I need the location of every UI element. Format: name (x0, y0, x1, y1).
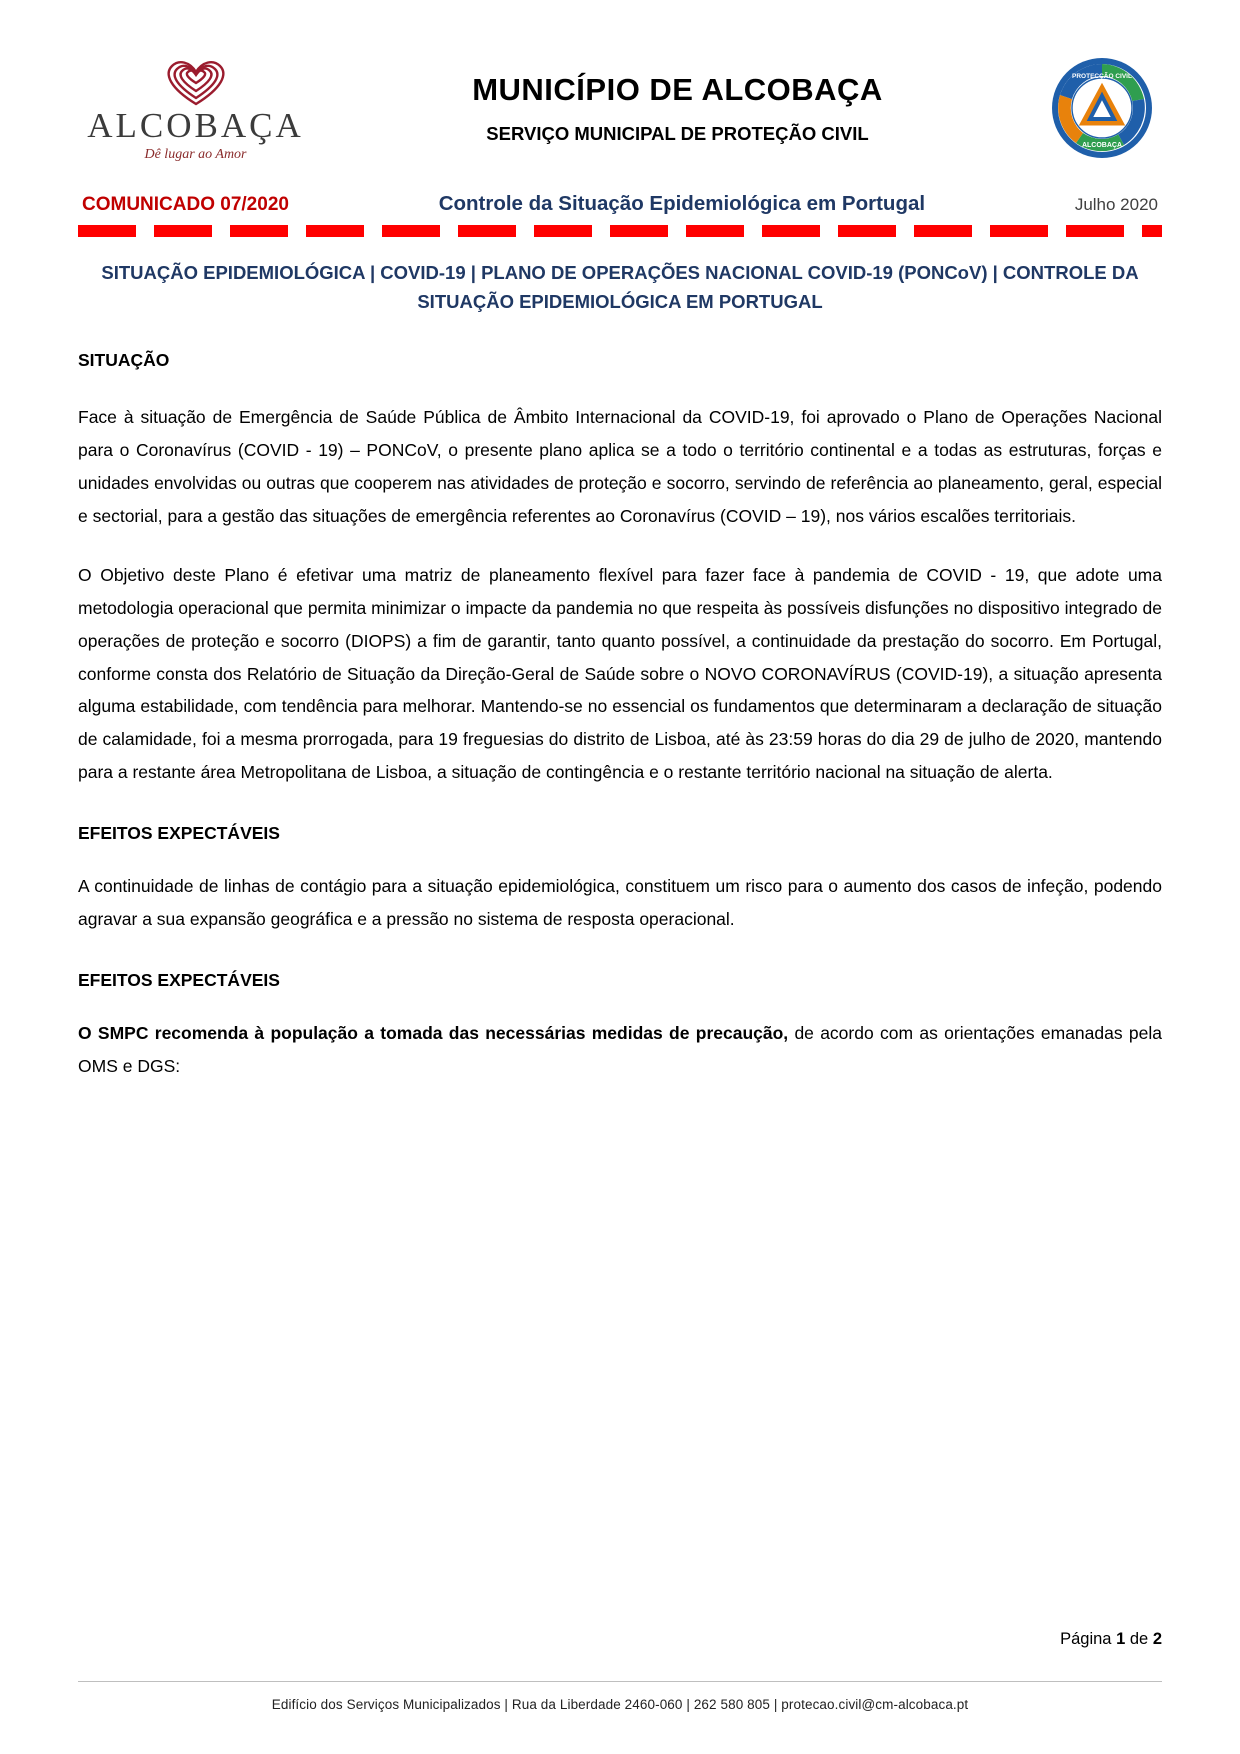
page-subtitle: SERVIÇO MUNICIPAL DE PROTEÇÃO CIVIL (486, 122, 869, 144)
page-current: 1 (1116, 1630, 1126, 1648)
footer-contact: Edifício dos Serviços Municipalizados | Rua da Liberdade 2460-060 | 262 580 805 | protecao.civil@cm-alcobaca.pt (271, 1697, 969, 1712)
recomendacao-rest: de acordo com as orientações emanadas pela OMS e DGS: (78, 1022, 1162, 1076)
document-subject: SITUAÇÃO EPIDEMIOLÓGICA | COVID-19 | PLANO DE OPERAÇÕES NACIONAL COVID-19 (PONCoV) | CONTROLE DA SITUAÇÃO EPIDEMIOLÓGICA EM PORTUGAL (101, 262, 1139, 312)
heading-efeitos-expectaveis-1: EFEITOS EXPECTÁVEIS (78, 823, 280, 844)
recomendacao-bold-lead: O SMPC recomenda à população a tomada das necessárias medidas de precaução, (78, 1022, 789, 1043)
heading-situacao: SITUAÇÃO (78, 350, 170, 371)
comunicado-number: COMUNICADO 07/2020 (82, 194, 289, 215)
protecao-civil-badge-icon (1042, 53, 1162, 163)
page-title: MUNICÍPIO DE ALCOBAÇA (472, 72, 883, 108)
heading-efeitos-expectaveis-2: EFEITOS EXPECTÁVEIS (78, 969, 280, 990)
comunicado-row (78, 192, 1162, 216)
document-header (78, 48, 1162, 168)
footer-divider (78, 1681, 1162, 1682)
page-of: de (1129, 1630, 1149, 1648)
paragraph-situacao-2: O Objetivo deste Plano é efetivar uma matriz de planeamento flexível para fazer face à pandemia de COVID - 19, que adote uma metodologia operacional que permita minimizar o impacte da pandemia no que respeita às possíveis disfunções no dispositivo integrado de operações de proteção e socorro (DIOPS) a fim de garantir, tanto quanto possível, a continuidade da prestação do socorro. Em Portugal, conforme consta dos Relatório de Situação da Direção-Geral de Saúde sobre o NOVO CORONAVÍRUS (COVID-19), a situação apresenta alguma estabilidade, com tendência para melhorar. Mantendo-se no essencial os fundamentos que determinaram a declaração de situação de calamidade, foi a mesma prorrogada, para 19 freguesias do distrito de Lisboa, até às 23:59 horas do dia 29 de julho de 2020, mantendo para a restante área Metropolitana de Lisboa, a situação de contingência e o restante território nacional na situação de alerta. (78, 564, 1162, 783)
red-dashed-divider (78, 225, 1162, 237)
page-total: 2 (1152, 1630, 1162, 1648)
paragraph-efeitos-1: A continuidade de linhas de contágio para a situação epidemiológica, constituem um risco para o aumento dos casos de infeção, podendo agravar a sua expansão geográfica e a pressão no sistema de resposta operacional. (78, 876, 1162, 930)
page-number (1060, 1630, 1162, 1649)
alcobaca-tagline: Dê lugar ao Amor (144, 146, 247, 162)
comunicado-date: Julho 2020 (1074, 195, 1158, 214)
header-titles (313, 71, 1042, 145)
alcobaca-logo (78, 51, 313, 166)
heart-knot-logo-icon (150, 54, 242, 106)
comunicado-title: Controle da Situação Epidemiológica em Portugal (438, 192, 926, 215)
svg-text:PROTECÇÃO CIVIL: PROTECÇÃO CIVIL (1072, 73, 1132, 80)
page-label: Página (1060, 1630, 1112, 1648)
paragraph-situacao-1: Face à situação de Emergência de Saúde Pública de Âmbito Internacional da COVID-19, foi aprovado o Plano de Operações Nacional para o Coronavírus (COVID - 19) – PONCoV, o presente plano aplica se a todo o território continental e a todas as estruturas, forças e unidades envolvidas ou outras que cooperem nas atividades de proteção e socorro, servindo de referência ao planeamento, geral, especial e sectorial, para a gestão das situações de emergência referentes ao Coronavírus (COVID – 19), nos vários escalões territoriais. (78, 407, 1162, 527)
alcobaca-wordmark: ALCOBAÇA (87, 105, 304, 145)
svg-text:ALCOBAÇA: ALCOBAÇA (1081, 142, 1123, 149)
paragraph-recomendacao (78, 1017, 1162, 1083)
